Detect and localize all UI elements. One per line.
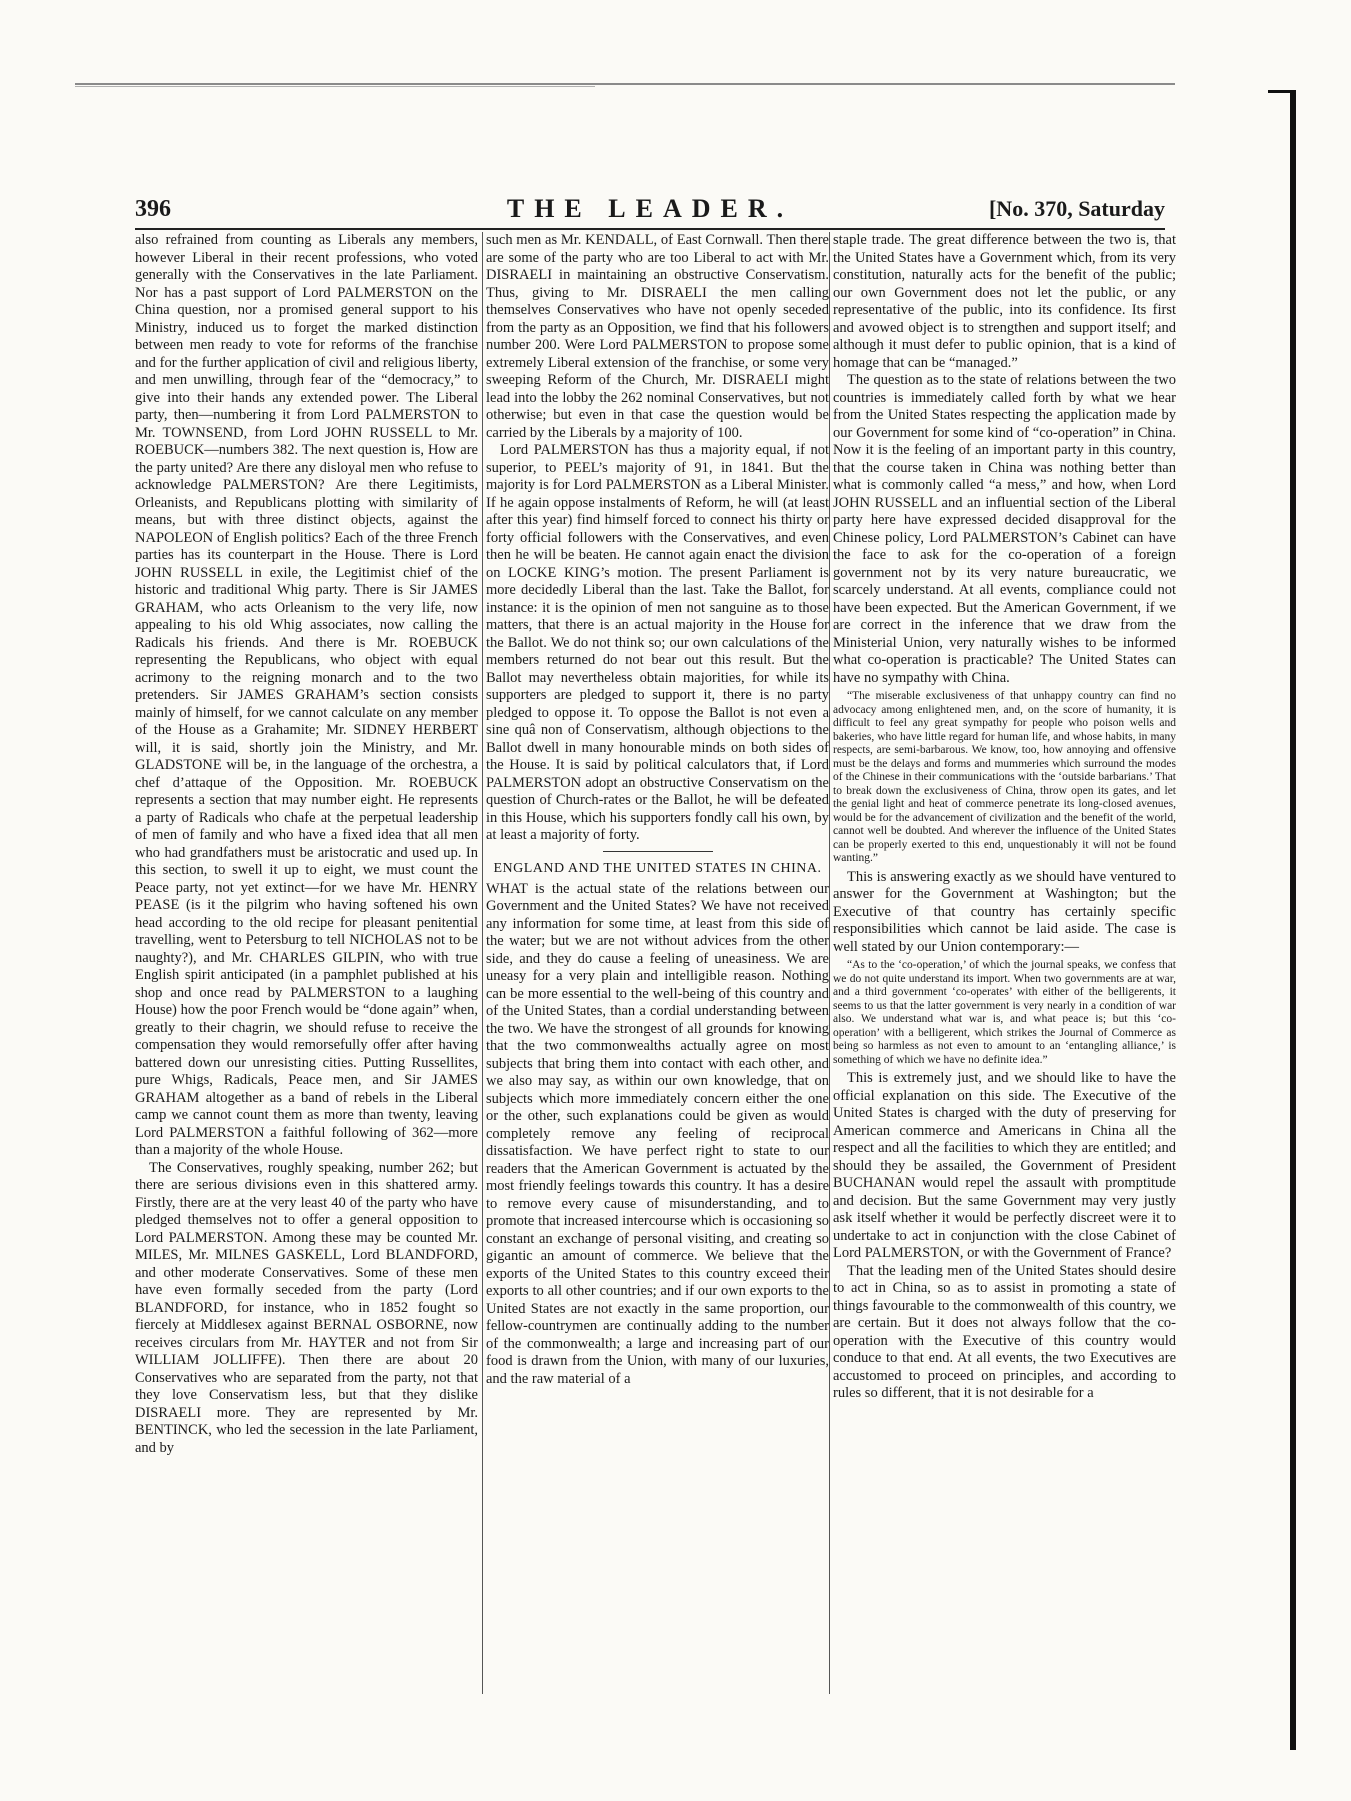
paragraph: WHAT is the actual state of the relations between our Government and the United States? We have not received any information for some time, at least from this side of the water; but we are not without advices from the other side, and they do cause a feeling of uneasiness. We are uneasy for a very plain and intelligible reason. Nothing can be more essential to the well-being of this country and of the United States, than a cordial understanding between the two. We have the strongest of all grounds for knowing that the two commonwealths actually agree on most subjects that bring them into contact with each other, and we also may say, as within our own knowledge, that on subjects which more immediately concern either the one or the other, such explanations could be given as would completely remove any feeling of reciprocal dissatisfaction. We have perfect right to state to our readers that the American Government is actuated by the most friendly feelings towards this country. It has a desire to remove every cause of misunderstanding, and to promote that increased intercourse which is occasioning so constant an exchange of personal visiting, and creating so gigantic an amount of commerce. We believe that the exports of the United States to this country exceed their exports to all other countries; and if our own exports to the United States are not exactly in the same proportion, our fellow-countrymen are continually adding to the number of the commonwealth; a large and increasing part of our food is drawn from the Union, with many of our luxuries, and the raw material of a [486,880,829,1387]
page-number: 396 [135,196,171,222]
section-heading: ENGLAND AND THE UNITED STATES IN CHINA. [493,860,822,876]
paragraph: This is answering exactly as we should have ventured to answer for the Government at Washington; but the Executive of that country has certainly specific responsibilities which cannot be laid aside. The case is well stated by our Union contemporary:— [833,868,1176,955]
paragraph: That the leading men of the United States should desire to act in China, so as to assist in promoting a state of things favourable to the commonwealth of this country, we are certain. But it does not always follow that the co-operation with the Executive of this country would conduce to that end. At all events, the two Executives are accustomed to proceed on principles, and according to rules so different, that it is not desirable for a [833,1262,1176,1401]
column-rule-2 [829,232,830,1694]
paragraph: This is extremely just, and we should like to have the official explanation on this side. The Executive of the United States is charged with the duty of preserving for American commerce and Americans in China all the respect and all the facilities to which they are entitled; and should they be assailed, the Government of President BUCHANAN would repel the assault with promptitude and decision. But the same Government may very justly ask itself whether it would be perfectly discreet were it to undertake to act in conjunction with the close Cabinet of Lord PALMERSTON, or with the Government of France? [833,1070,1176,1261]
column-1 [135,232,478,1694]
page-header [135,192,1165,226]
paragraph: The question as to the state of relations between the two countries is immediately called forth by what we hear from the United States respecting the application made by our Government for some kind of “co-operation” in China. Now it is the feeling of an important party in this country, that the course taken in China was nothing better than what is commonly called “a mess,” and how, when Lord JOHN RUSSELL and an influential section of the Liberal party here have expressed decided disapproval for the Chinese policy, Lord PALMERSTON’s Cabinet can have the face to ask for the co-operation of a foreign government not by its very nature bureaucratic, we scarcely understand. At all events, compliance could not have been expected. But the American Government, if we are correct in the inference that we draw from the Ministerial Union, very naturally wishes to be informed what co-operation is practicable? The United States can have no sympathy with China. [833,372,1176,686]
issue-label: [No. 370, Saturday [988,196,1165,221]
top-rule-thin [75,86,595,87]
section-divider [603,851,713,852]
margin-bracket [1290,92,1296,1750]
quotation: “As to the ‘co-operation,’ of which the journal speaks, we confess that we do not quite understand its import. When two governments are at war, and a third government ‘co-operates’ with either of the belligerents, it seems to us that the latter government is very nearly in a condition of war also. We understand what war is, and what peace is; but this ‘co-operation’ with a belligerent, which strikes the Journal of Commerce as being so harmless as not even to amount to an ‘entangling alliance,’ is something of which we have no definite idea.” [833,959,1176,1066]
paragraph: Lord PALMERSTON has thus a majority equal, if not superior, to PEEL’s majority of 91, in 1841. But the majority is for Lord PALMERSTON as a Liberal Minister. If he again oppose instalments of Reform, he will (at least after this year) find himself forced to connect his thirty or forty official followers with the Conservatives, and even then he will be beaten. He cannot again enact the division on LOCKE KING’s motion. The present Parliament is more decidedly Liberal than the last. Take the Ballot, for instance: it is the opinion of men not sanguine as to those matters, that there is an actual majority in the House for the Ballot. We do not think so; our own calculations of the members returned do not bear out this result. But the Ballot may nevertheless obtain majorities, for while its supporters are pledged to support it, there is no party pledged to oppose it. To oppose the Ballot is not even a sine quâ non of Conservatism, although objections to the Ballot dwell in many honourable minds on both sides of the House. It is said by political calculators that, if Lord PALMERSTON adopt an obstructive Conservatism on the question of Church-rates or the Ballot, he will be defeated in this House, which his supporters fondly call his own, by at least a majority of forty. [486,442,829,843]
paragraph: The Conservatives, roughly speaking, number 262; but there are serious divisions even in this shattered army. Firstly, there are at the very least 40 of the party who have pledged themselves not to offer a general opposition to Lord PALMERSTON. Among these may be counted Mr. MILES, Mr. MILNES GASKELL, Lord BLANDFORD, and other moderate Conservatives. Some of these men have even formally seceded from the party (Lord BLANDFORD, for instance, who in 1852 fought so fiercely at Middlesex against BERNAL OSBORNE, now receives circulars from Mr. HAYTER and not from Sir WILLIAM JOLLIFFE). Then there are about 20 Conservatives who are separated from the party, not that they love Conservatism less, but that they dislike DISRAELI more. They are represented by Mr. BENTINCK, who led the secession in the late Parliament, and by [135,1159,478,1456]
column-rule-1 [482,232,483,1694]
column-3 [833,232,1176,1694]
header-rule [135,228,1165,230]
column-2 [486,232,829,1694]
quotation: “The miserable exclusiveness of that unhappy country can find no advocacy among enlightened men, and, on the score of humanity, it is difficult to feel any great sympathy for people who poison wells and bakeries, who have little regard for human life, and whose habits, in many respects, are semi-barbarous. We know, too, how annoying and offensive must be the delays and forms and mummeries which surround the modes of the Chinese in their communications with the ‘outside barbarians.’ That to break down the exclusiveness of China, throw open its gates, and let the genial light and heat of commerce penetrate its long-closed avenues, would be for the advancement of civilization and the benefit of the world, cannot well be doubted. And wherever the influence of the United States can be properly exerted to this end, unquestionably it will not be found wanting.” [833,690,1176,864]
paragraph: also refrained from counting as Liberals any members, however Liberal in their recent professions, who voted generally with the Conservatives in the late Parliament. Nor has a past support of Lord PALMERSTON on the China question, nor a promised general support to his Ministry, induced us to forget the marked distinction between men ready to vote for reforms of the franchise and for the further application of civil and religious liberty, and men unwilling, through fear of the “democracy,” to give into their hands any extended power. The Liberal party, then—numbering it from Lord PALMERSTON to Mr. TOWNSEND, from Lord JOHN RUSSELL to Mr. ROEBUCK—numbers 382. The next question is, How are the party united? Are there any disloyal men who refuse to acknowledge PALMERSTON? Are there Legitimists, Orleanists, and Republicans plotting with similarity of means, but with three distinct objects, against the NAPOLEON of English politics? Each of the three French parties has its counterpart in the House. There is Lord JOHN RUSSELL in exile, the Legitimist chief of the historic and traditional Whig party. There is Sir JAMES GRAHAM, who acts Orleanism to the very life, now appealing to his old Whig associates, now calling the Radicals his friends. And there is Mr. ROEBUCK representing the Republicans, who object with equal acrimony to the reigning monarch and to the two pretenders. Sir JAMES GRAHAM’s section consists mainly of himself, for we cannot calculate on any member of the House as a Grahamite; Mr. SIDNEY HERBERT will, it is said, shortly join the Ministry, and Mr. GLADSTONE will be, in the language of the orchestra, a chef d’attaque of the Opposition. Mr. ROEBUCK represents a section that may number eight. He represents a party of Radicals who chafe at the perpetual leadership of men of family and who have a fixed idea that all men who had grandfathers must be aristocratic and used up. In this section, to swell it up to eight, we must count the Peace party, not yet extinct—for we have Mr. HENRY PEASE (is it the pilgrim who having softened his own head according to the old recipe for pleasant penitential travelling, went to Petersburg to tell NICHOLAS not to be naughty?), and Mr. CHARLES GILPIN, who with true English spirit anticipated (in a pamphlet published at his shop and once read by PALMERSTON to a laughing House) how the poor French would be “done again” when, greatly to their chagrin, we should refuse to receive the compensation they would remorsefully offer after having battered down our unresisting cities. Putting Russellites, pure Whigs, Radicals, Peace men, and Sir JAMES GRAHAM altogether as a band of rebels in the Liberal camp we cannot count them as more than twenty, leaving Lord PALMERSTON a faithful following of 362—more than a majority of the whole House. [135,232,478,1158]
masthead-title: THE LEADER. [506,194,794,223]
paragraph: such men as Mr. KENDALL, of East Cornwall. Then there are some of the party who are too Liberal to act with Mr. DISRAELI in maintaining an obstructive Conservatism. Thus, giving to Mr. DISRAELI the men calling themselves Conservatives who have not openly seceded from the party as an Opposition, we find that his followers number 200. Were Lord PALMERSTON to propose some extremely Liberal extension of the franchise, or some very sweeping Reform of the Church, Mr. DISRAELI might lead into the lobby the 262 nominal Conservatives, but not otherwise; but even in that case the question would be carried by the Liberals by a majority of 100. [486,232,829,441]
paragraph: staple trade. The great difference between the two is, that the United States have a Government which, from its very constitution, naturally acts for the benefit of the public; our own Government does not let the public, or any representative of the public, into its confidence. Its first and avowed object is to strengthen and support itself; and although it must defer to public opinion, that is a kind of homage that can be “managed.” [833,232,1176,371]
top-rule [75,83,1175,85]
